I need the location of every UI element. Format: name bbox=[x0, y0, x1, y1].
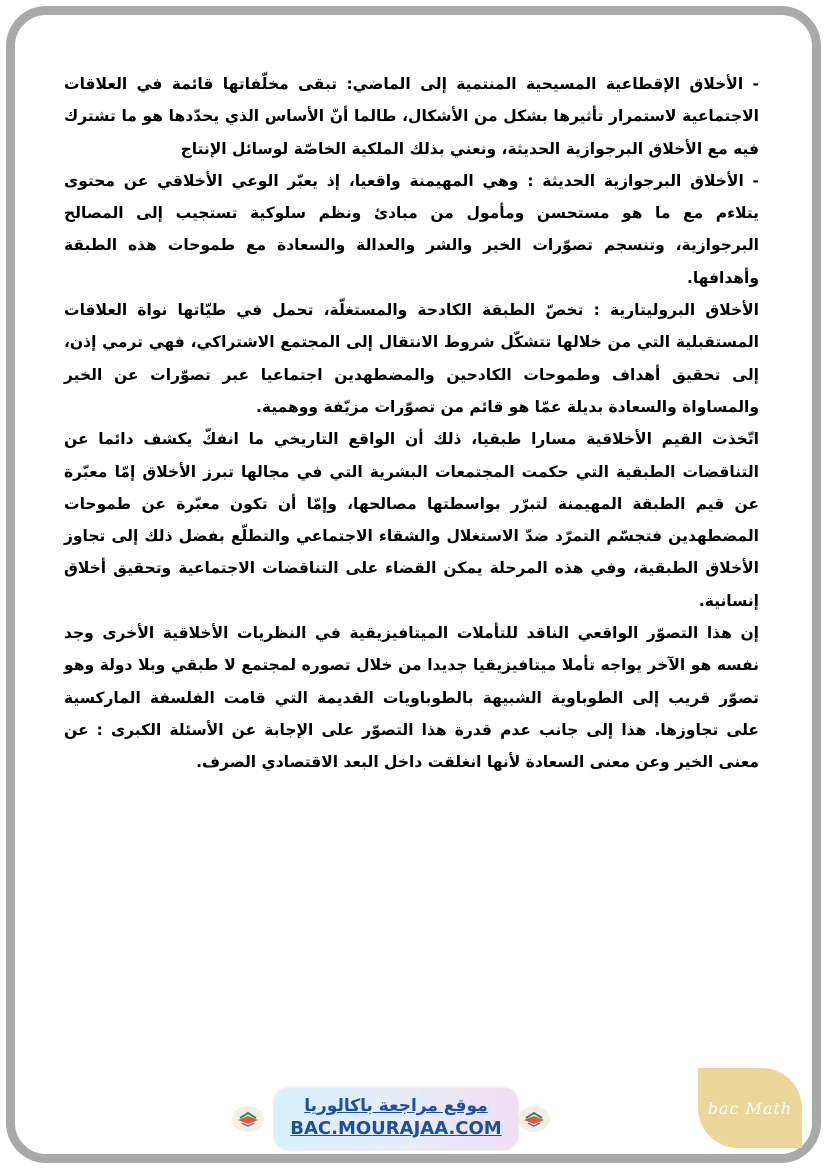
site-url-link[interactable]: BAC.MOURAJAA.COM bbox=[290, 1118, 502, 1139]
paragraph-class-values: اتّخذت القيم الأخلاقية مسارا طبقيا، ذلك أن الواقع التاريخي ما انفكّ يكشف دائما عن التناقضات الطبقية التي حكمت المجتمعات البشرية التي في مجالها تبرز الأخلاق إمّا معبّرة عن قيم الطبقة المهيمنة لتبرّر بواسطتها مصالحها، وإمّا أن تكون معبّرة عن طموحات المضطهدين فتجسّم التمرّد ضدّ الاستغلال والشقاء الاجتماعي والتطلّع بفضل ذلك إلى تجاوز الأخلاق الطبقية، وفي هذه المرحلة يمكن القضاء على التناقضات الاجتماعية وتحقيق أخلاق إنسانية. bbox=[64, 430, 759, 610]
site-banner[interactable] bbox=[274, 1088, 518, 1150]
document-body bbox=[64, 68, 759, 779]
book-logo-icon bbox=[230, 1104, 266, 1134]
paragraph-feudal-ethics: - الأخلاق الإقطاعية المسيحية المنتمية إلى الماضي: تبقى مخلّفاتها قائمة في العلاقات الاجتماعية لاستمرار تأثيرها بشكل من الأشكال، طالما أنّ الأساس الذي يحدّدها هو ما تشترك فيه مع الأخلاق البرجوازية الحديثة، ونعني بذلك الملكية الخاصّة لوسائل الإنتاج bbox=[64, 75, 759, 158]
paragraph-critique: إن هذا التصوّر الواقعي الناقد للتأملات الميتافيزيقية في النظريات الأخلاقية الأخرى وجد نفسه هو الآخر يواجه تأملا ميتافيزيقيا جديدا من خلال تصوره لمجتمع لا طبقي وبلا دولة وهو تصوّر قريب إلى الطوباوية الشبيهة بالطوباويات القديمة التي قامت الفلسفة الماركسية على تجاوزها. هذا إلى جانب عدم قدرة هذا التصوّر على الإجابة عن الأسئلة الكبرى : عن معنى الخير وعن معنى السعادة لأنها انغلقت داخل البعد الاقتصادي الصرف. bbox=[64, 624, 759, 772]
bac-math-logo: bac Math bbox=[698, 1068, 802, 1148]
site-name-link[interactable]: موقع مراجعة باكالوريا bbox=[304, 1096, 488, 1116]
book-logo-icon-right bbox=[516, 1104, 552, 1134]
paragraph-bourgeois-ethics: - الأخلاق البرجوازية الحديثة : وهي المهيمنة واقعيا، إذ يعبّر الوعي الأخلاقي عن محتوى يتلاءم مع ما هو مستحسن ومأمول من مبادئ ونظم سلوكية تستجيب إلى المصالح البرجوازية، وتنسجم تصوّرات الخير والشر والعدالة والسعادة مع طموحات هذه الطبقة وأهدافها. bbox=[64, 171, 759, 287]
paragraph-proletarian-ethics: الأخلاق البروليتارية : تخصّ الطبقة الكادحة والمستغلّة، تحمل في طيّاتها نواة العلاقات المستقبلية التي من خلالها تتشكّل شروط الانتقال إلى المجتمع الاشتراكي، فهي ترمي إذن، إلى تحقيق أهداف وطموحات الكادحين والمضطهدين اجتماعيا عبر تصوّرات عن الخير والمساواة والسعادة بديلة عمّا هو قائم من تصوّرات مزيّفة ووهمية. bbox=[64, 301, 759, 416]
